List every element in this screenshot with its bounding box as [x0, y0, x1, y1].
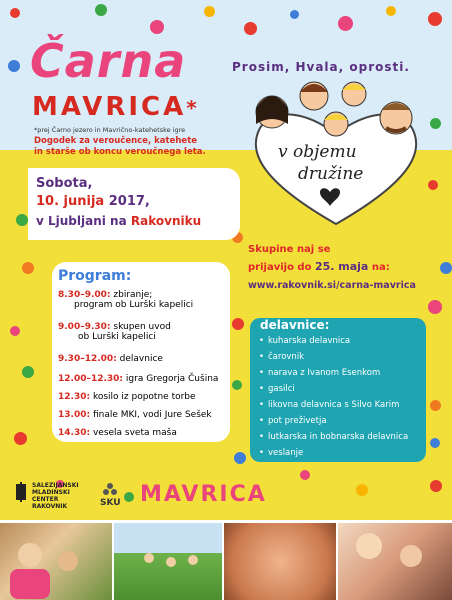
program-item-text: delavnice [119, 354, 163, 364]
photo-smiling-kids [338, 523, 452, 600]
photo-hands-together [224, 523, 336, 600]
subtitle [34, 136, 206, 158]
sku-logo [96, 482, 126, 512]
title-mavrica [32, 92, 200, 122]
date-year: 2017, [108, 194, 150, 209]
workshop-item: • veslanje [268, 448, 303, 458]
date-line2 [36, 194, 150, 209]
workshop-item: • pot preživetja [268, 416, 327, 426]
salesian-logo-line4: RAKOVNIK [32, 503, 68, 510]
workshop-item: • kuharska delavnica [268, 336, 350, 346]
date-day: 10. junija [36, 194, 105, 209]
heart-text-line2: družine [298, 164, 364, 184]
program-item-text: kosilo iz popotne torbe [92, 392, 196, 402]
workshop-item: • narava z Ivanom Esenkom [268, 368, 380, 378]
program-item-text: vesela sveta maša [92, 428, 177, 438]
registration-line2 [248, 260, 390, 273]
program-item [58, 322, 171, 332]
program-item-continued [78, 332, 156, 342]
registration-suffix: na: [371, 262, 390, 273]
program-item-time: 12.00–12.30: [58, 374, 124, 384]
salesian-logo-mark [14, 482, 28, 502]
program-item [58, 354, 163, 364]
title-mavrica-text: MAVRICA [32, 92, 187, 122]
program-list [58, 290, 228, 440]
photo-outdoor-group [114, 523, 222, 600]
program-item [58, 410, 212, 420]
workshop-item: • likovna delavnica s Silvo Karim [268, 400, 399, 410]
subtitle-line1: Dogodek za veroučence, katehete [34, 136, 198, 146]
program-item [58, 392, 196, 402]
date-place: Rakovniku [130, 214, 202, 228]
program-item-text: zbiranje; [113, 290, 153, 300]
program-item-text: igra Gregorja Čušina [125, 374, 219, 384]
sku-logo-mark [102, 482, 118, 496]
program-item-text2: program ob Lurški kapelici [74, 300, 194, 310]
workshop-item: • lutkarska in bobnarska delavnica [268, 432, 408, 442]
program-item [58, 374, 218, 384]
workshops-list [250, 334, 426, 460]
salesian-logo-line2: MLADINSKI [32, 489, 70, 496]
registration-url[interactable]: www.rakovnik.si/carna-mavrica [248, 280, 416, 291]
slogan-text: Prosim, Hvala, oprosti. [232, 60, 410, 74]
program-item-time: 9.00–9.30: [58, 322, 111, 332]
program-item-continued [74, 300, 193, 310]
program-item-time: 13.00: [58, 410, 91, 420]
program-item-text2: ob Lurški kapelici [78, 332, 156, 342]
program-item [58, 290, 152, 300]
salesian-logo-line3: CENTER [32, 496, 59, 503]
date-line1: Sobota, [36, 176, 93, 191]
program-item [58, 428, 177, 438]
registration-prefix: prijavijo do [248, 262, 312, 273]
salesian-logo-line1: SALEZIJANSKI [32, 482, 79, 489]
workshop-item: • gasilci [268, 384, 295, 394]
heart-text-line1: v objemu [278, 142, 357, 162]
workshops-heading: delavnice: [260, 318, 330, 332]
program-item-time: 8.30–9.00: [58, 290, 111, 300]
program-item-text: skupen uvod [113, 322, 171, 332]
date-place-prefix: v Ljubljani na [36, 214, 127, 228]
photo-children-playing [0, 523, 112, 600]
title-footnote: *prej Čarno jezero in Mavrično-katehetske igre [34, 126, 186, 134]
program-item-text: finale MKI, vodi Jure Sešek [92, 410, 212, 420]
registration-deadline: 25. maja [314, 260, 369, 273]
registration-line1: Skupine naj se [248, 244, 331, 255]
program-item-time: 12.30: [58, 392, 91, 402]
program-heading: Program: [58, 268, 132, 284]
program-item-time: 9.30–12.00: [58, 354, 117, 364]
program-item-time: 14.30: [58, 428, 91, 438]
title-carna: Čarna [30, 34, 187, 88]
date-line3 [36, 214, 201, 228]
subtitle-line2: in starše ob koncu veroučnega leta. [34, 147, 206, 157]
workshop-item: • čarovnik [268, 352, 304, 362]
title-asterisk: * [186, 96, 200, 120]
mavrica-logo: MAVRICA [140, 482, 267, 507]
sku-logo-text: SKU [100, 498, 121, 508]
